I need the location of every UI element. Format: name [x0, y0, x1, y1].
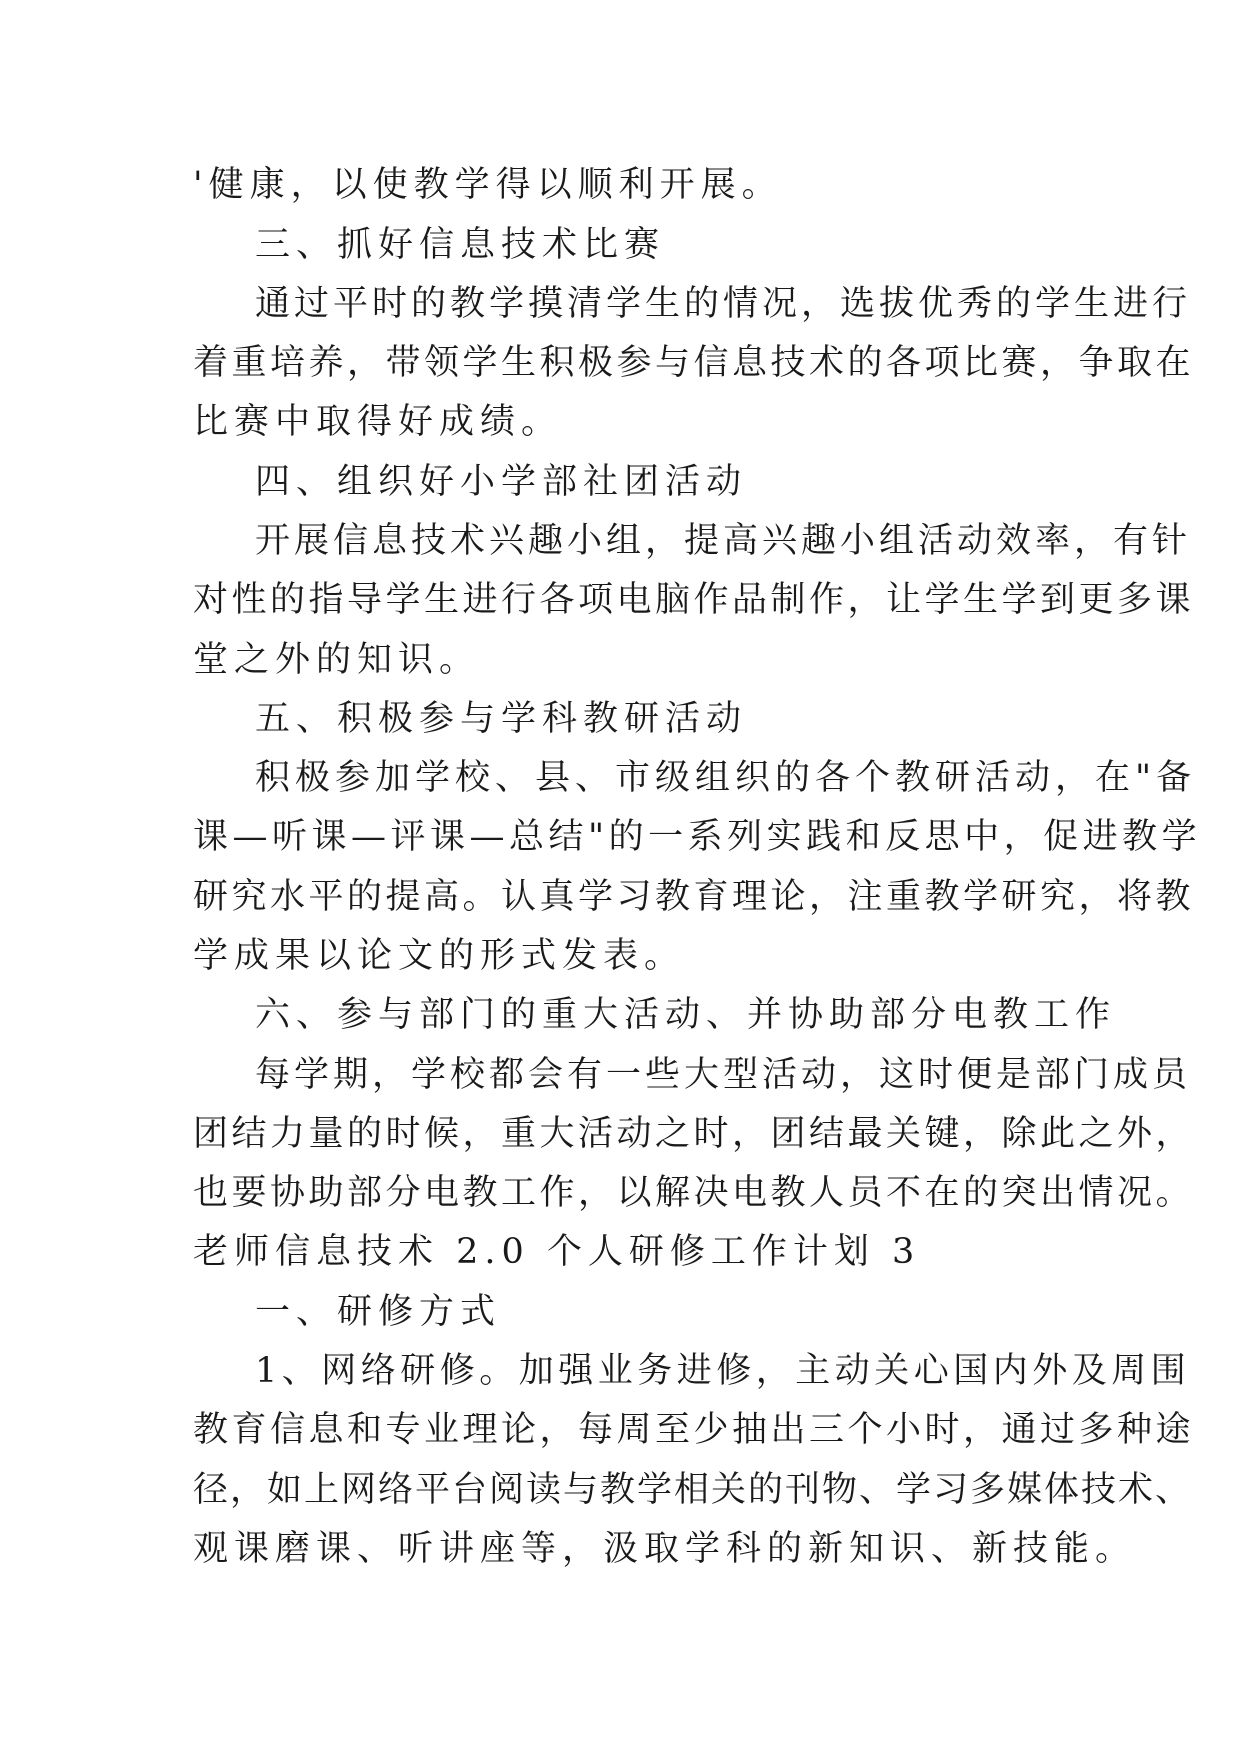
text-line: 教育信息和专业理论，每周至少抽出三个小时，通过多种途: [193, 1410, 1195, 1450]
section-heading: 一、研修方式: [255, 1292, 502, 1332]
text-line: 比赛中取得好成绩。: [193, 402, 563, 442]
text-line: 堂之外的知识。: [193, 640, 481, 680]
text-line: 观课磨课、听讲座等，汲取学科的新知识、新技能。: [193, 1529, 1137, 1569]
text-line: 每学期，学校都会有一些大型活动，这时便是部门成员: [255, 1055, 1192, 1095]
text-line: 着重培养，带领学生积极参与信息技术的各项比赛，争取在: [193, 343, 1195, 383]
section-heading: 六、参与部门的重大活动、并协助部分电教工作: [255, 995, 1117, 1035]
text-line: 1、网络研修。加强业务进修，主动关心国内外及周围: [255, 1351, 1191, 1391]
text-line: '健康，以使教学得以顺利开展。: [193, 165, 783, 205]
text-line: 学成果以论文的形式发表。: [193, 936, 686, 976]
section-heading: 五、积极参与学科教研活动: [255, 699, 748, 739]
text-line: 课—听课—评课—总结"的一系列实践和反思中，促进教学: [193, 817, 1202, 857]
text-line: 团结力量的时候，重大活动之时，团结最关键，除此之外，: [193, 1114, 1195, 1154]
document-title: 老师信息技术 2.0 个人研修工作计划 3: [193, 1232, 921, 1272]
text-line: 对性的指导学生进行各项电脑作品制作，让学生学到更多课: [193, 580, 1195, 620]
text-line: 也要协助部分电教工作，以解决电教人员不在的突出情况。: [193, 1173, 1195, 1213]
text-line: 积极参加学校、县、市级组织的各个教研活动，在"备: [255, 758, 1197, 798]
text-line: 通过平时的教学摸清学生的情况，选拔优秀的学生进行: [255, 284, 1192, 324]
text-line: 开展信息技术兴趣小组，提高兴趣小组活动效率，有针: [255, 521, 1192, 561]
text-line: 研究水平的提高。认真学习教育理论，注重教学研究，将教: [193, 877, 1195, 917]
text-line: 径，如上网络平台阅读与教学相关的刊物、学习多媒体技术、: [193, 1470, 1193, 1510]
section-heading: 三、抓好信息技术比赛: [255, 225, 666, 265]
section-heading: 四、组织好小学部社团活动: [255, 462, 748, 502]
